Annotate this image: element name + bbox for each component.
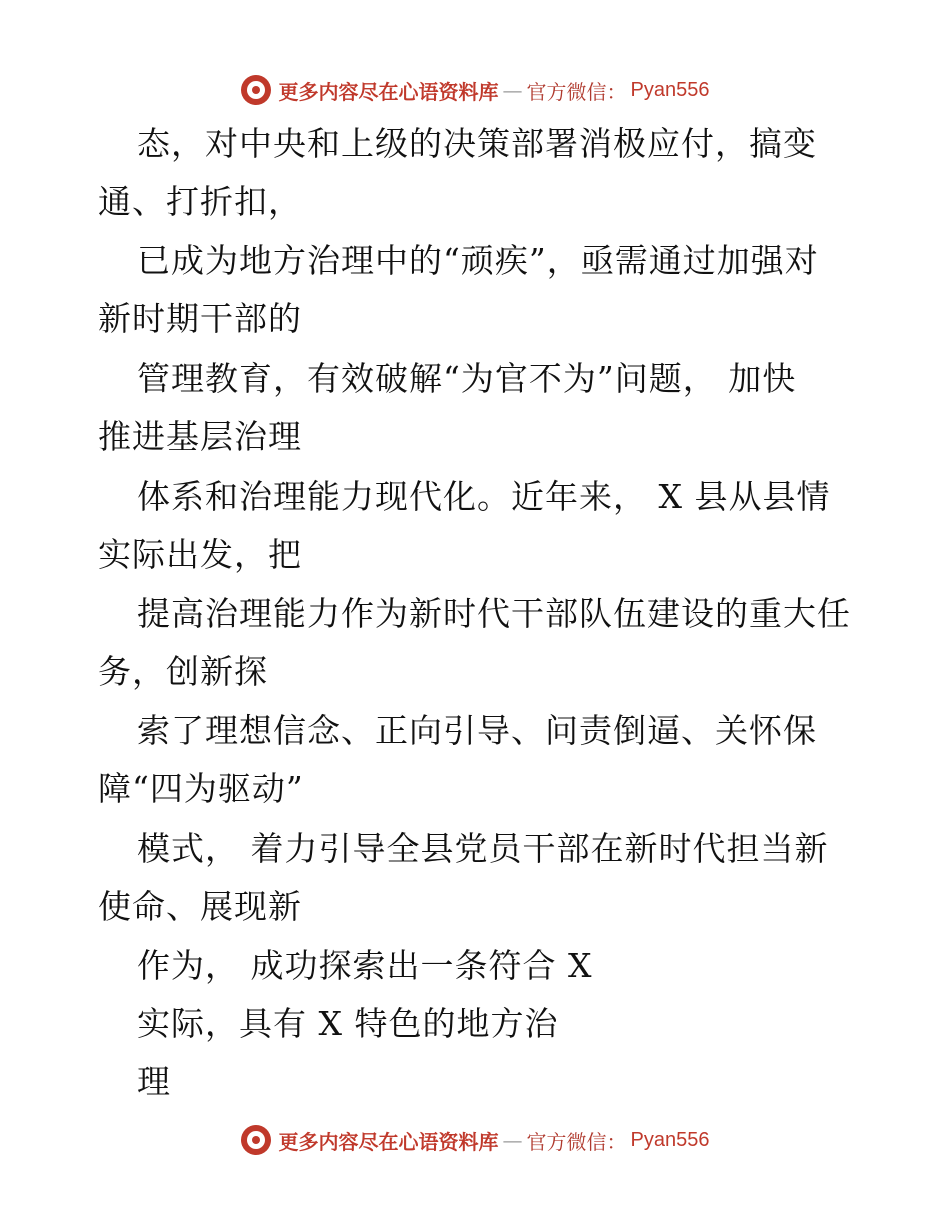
- text-line: 实际，具有 X 特色的地方治: [137, 1004, 559, 1043]
- footer-separator: —: [502, 1128, 523, 1152]
- header-wechat-label: 官方微信：: [526, 79, 627, 104]
- text-line: 障“四为驱动”: [98, 769, 304, 808]
- header-separator: —: [502, 78, 523, 102]
- footer-wechat-label: 官方微信：: [526, 1129, 627, 1154]
- text-line: 通、打折扣，: [98, 182, 302, 221]
- library-logo-icon: [241, 1125, 271, 1155]
- text-line: 理: [137, 1062, 171, 1101]
- header-wechat-id: Pyan556: [630, 78, 710, 101]
- text-line: 推进基层治理: [98, 417, 302, 456]
- footer-banner: [0, 1120, 950, 1160]
- footer-text: 更多内容尽在心语资料库: [278, 1129, 499, 1154]
- text-line: 作为， 成功探索出一条符合 X: [137, 946, 593, 985]
- header-text: 更多内容尽在心语资料库: [278, 79, 499, 104]
- text-line: 索了理想信念、正向引导、问责倒逼、关怀保: [137, 711, 817, 750]
- header-banner: [0, 70, 950, 110]
- footer-wechat-id: Pyan556: [630, 1128, 710, 1151]
- text-line: 已成为地方治理中的“顽疾”，亟需通过加强对: [137, 241, 819, 280]
- text-line: 使命、展现新: [98, 887, 302, 926]
- text-line: 体系和治理能力现代化。近年来， X 县从县情: [137, 477, 831, 516]
- text-line: 新时期干部的: [98, 299, 302, 338]
- text-line: 模式， 着力引导全县党员干部在新时代担当新: [137, 829, 829, 868]
- text-line: 务，创新探: [98, 652, 268, 691]
- text-line: 态，对中央和上级的决策部署消极应付，搞变: [137, 124, 817, 163]
- library-logo-icon: [241, 75, 271, 105]
- text-line: 管理教育，有效破解“为官不为”问题， 加快: [137, 359, 797, 398]
- text-line: 实际出发，把: [98, 535, 302, 574]
- text-line: 提高治理能力作为新时代干部队伍建设的重大任: [137, 594, 851, 633]
